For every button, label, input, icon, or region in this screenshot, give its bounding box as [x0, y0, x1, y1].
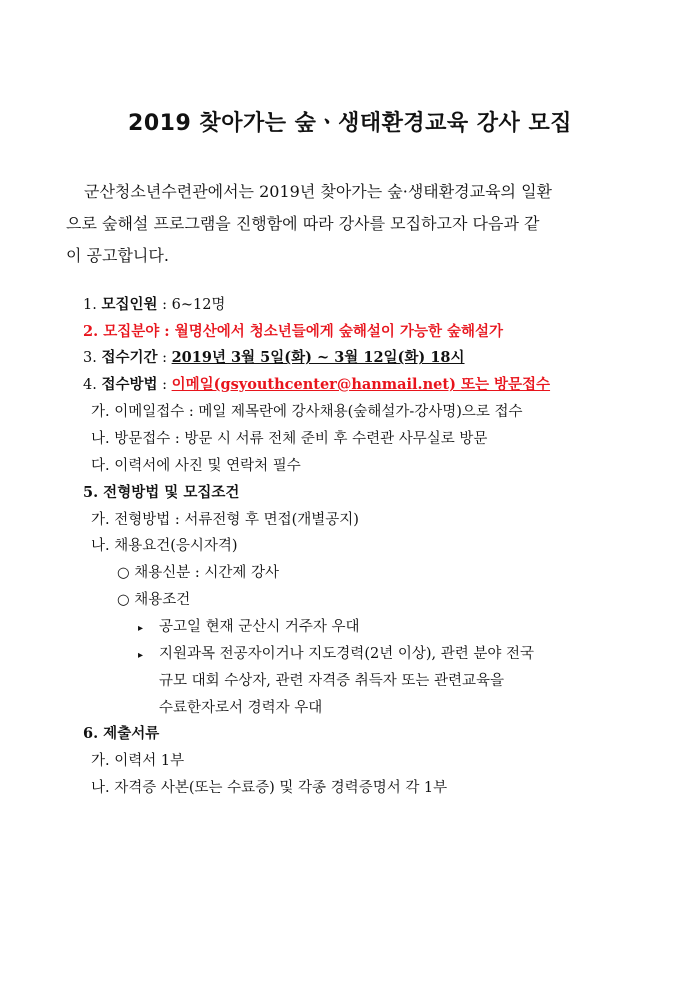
- circle-item-employment-type: ○ 채용신분 : 시간제 강사: [117, 565, 280, 581]
- item-application-period: [83, 348, 465, 368]
- item-number: 4.: [83, 377, 97, 393]
- item-recruit-field: [83, 322, 503, 342]
- sub-item-photo-required: 다. 이력서에 사진 및 연락처 필수: [91, 458, 301, 474]
- sub-item-visit-submission: 나. 방문접수 : 방문 시 서류 전체 준비 후 수련관 사무실로 방문: [91, 431, 488, 447]
- intro-line-2: 으로 숲해설 프로그램을 진행함에 따라 강사를 모집하고자 다음과 같: [66, 214, 540, 233]
- circle-item-conditions: ○ 채용조건: [117, 592, 191, 608]
- document-title: 2019 찾아가는 숲ㆍ생태환경교육 강사 모집: [128, 111, 572, 136]
- item-label: 접수방법: [101, 376, 158, 393]
- item-label: 모집인원: [101, 296, 158, 313]
- intro-paragraph: [66, 176, 646, 272]
- sub-item-resume: 가. 이력서 1부: [91, 753, 185, 769]
- item-number: 2.: [83, 323, 99, 340]
- bullet-triangle-icon: ▸: [138, 650, 144, 661]
- item-value: 월명산에서 청소년들에게 숲해설이 가능한 숲해설가: [174, 323, 504, 340]
- item-separator: :: [157, 350, 172, 366]
- sub-item-eligibility: 나. 채용요건(응시자격): [91, 538, 238, 554]
- item-value: 2019년 3월 5일(화) ~ 3월 12일(화) 18시: [171, 349, 465, 366]
- bullet-continuation-line: 수료한자로서 경력자 우대: [159, 700, 323, 716]
- intro-line-3: 이 공고합니다.: [66, 246, 169, 265]
- sub-item-selection-process: 가. 전형방법 : 서류전형 후 면접(개별공지): [91, 512, 359, 528]
- item-separator: :: [157, 377, 172, 393]
- bullet-text: 지원과목 전공자이거나 지도경력(2년 이상), 관련 분야 전국: [159, 646, 534, 662]
- item-number: 1.: [83, 297, 97, 313]
- item-value-email-link[interactable]: 이메일(gsyouthcenter@hanmail.net) 또는 방문접수: [171, 376, 551, 393]
- sub-item-certificates: 나. 자격증 사본(또는 수료증) 및 각종 경력증명서 각 1부: [91, 780, 448, 796]
- item-separator: :: [159, 323, 175, 340]
- item-application-method: [83, 375, 550, 395]
- section-required-documents: 6. 제출서류: [83, 725, 160, 742]
- bullet-item-qualification: [138, 644, 534, 666]
- item-number: 3.: [83, 350, 97, 366]
- intro-line-1: 군산청소년수련관에서는 2019년 찾아가는 숲·생태환경교육의 일환: [84, 182, 553, 201]
- item-value: 6~12명: [171, 297, 226, 313]
- item-label: 모집분야: [103, 323, 160, 340]
- bullet-continuation-line: 규모 대회 수상자, 관련 자격증 취득자 또는 관련교육을: [159, 673, 505, 689]
- section-selection-method: 5. 전형방법 및 모집조건: [83, 484, 240, 501]
- sub-item-email-submission: 가. 이메일접수 : 메일 제목란에 강사채용(숲해설가-강사명)으로 접수: [91, 404, 523, 420]
- bullet-triangle-icon: ▸: [138, 623, 144, 634]
- item-separator: :: [157, 297, 172, 313]
- item-label: 접수기간: [101, 349, 158, 366]
- item-recruit-count: [83, 295, 225, 315]
- bullet-text: 공고일 현재 군산시 거주자 우대: [159, 619, 360, 635]
- bullet-item-residence: [138, 617, 360, 639]
